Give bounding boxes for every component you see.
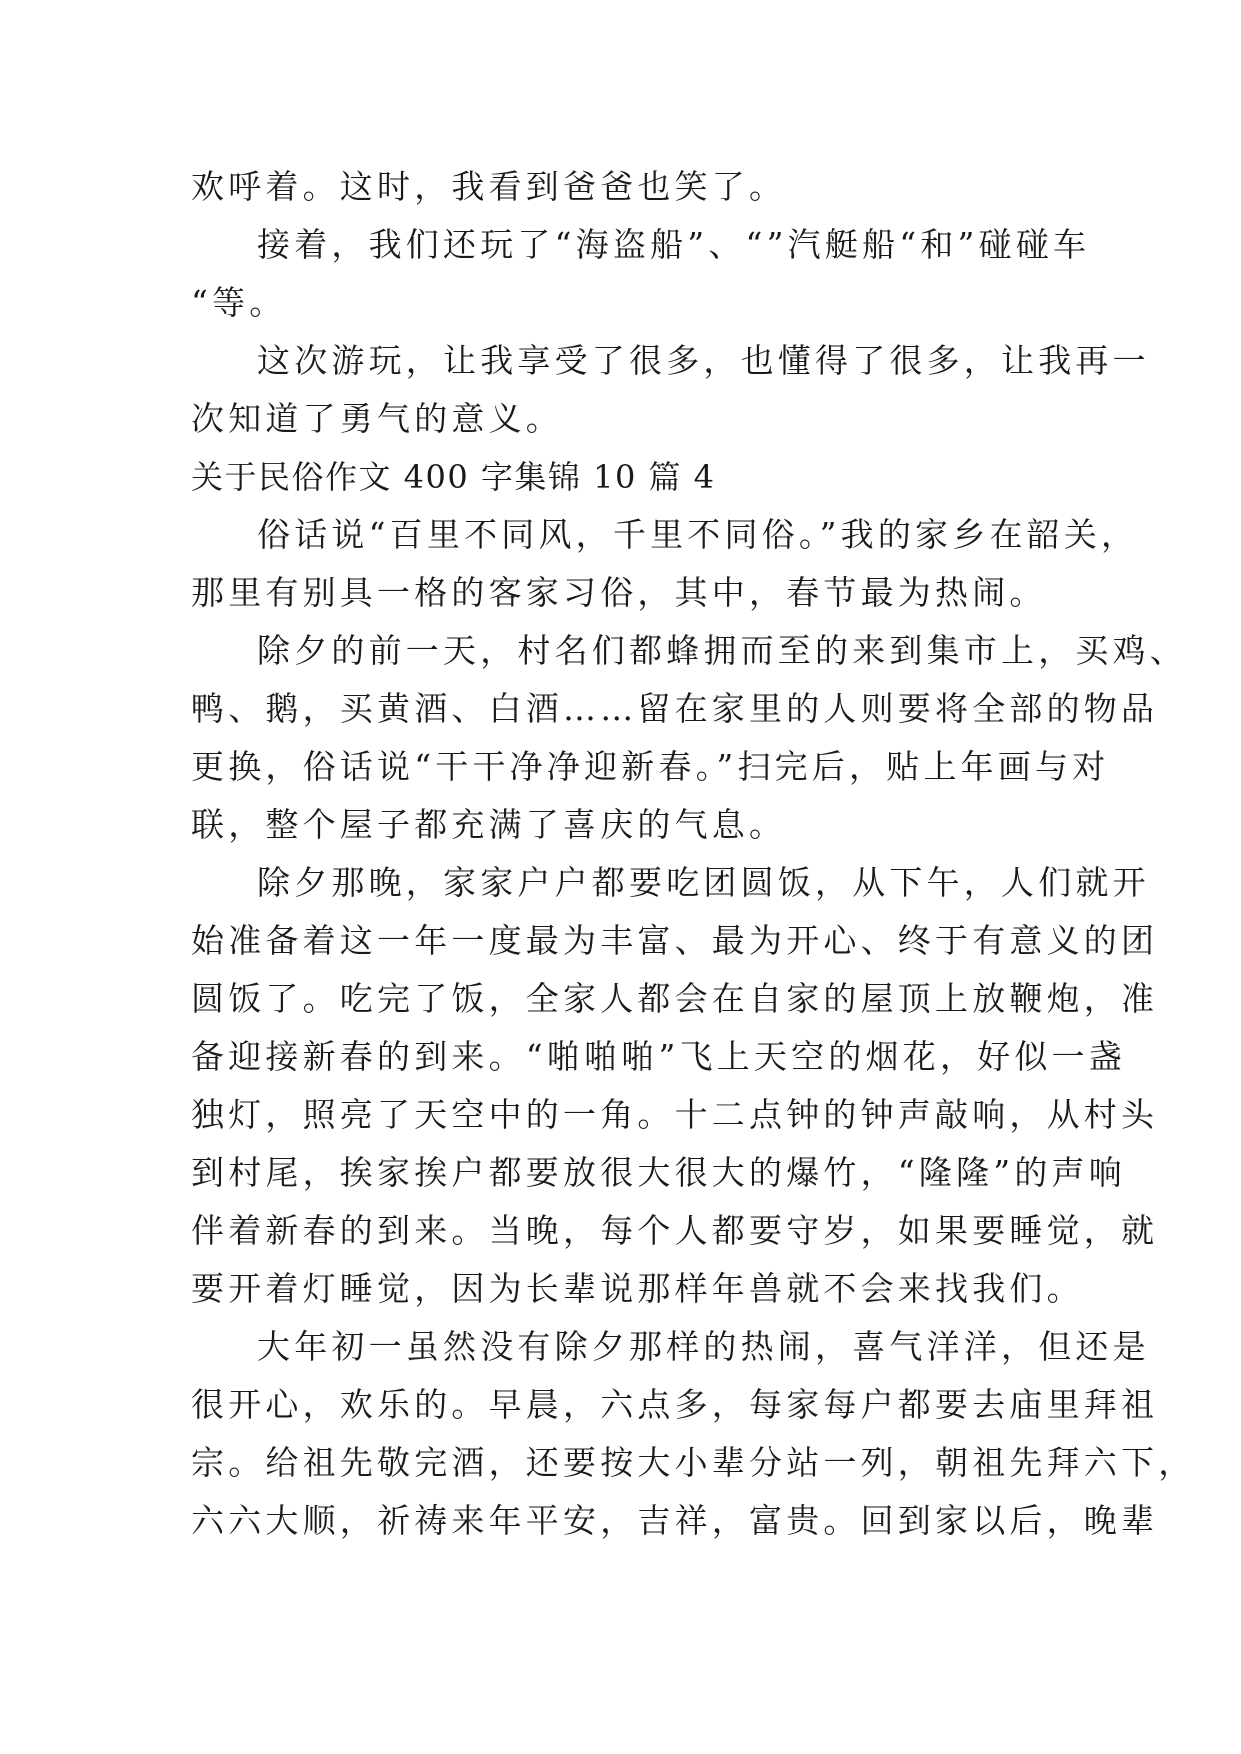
text-line: 六六大顺，祈祷来年平安，吉祥，富贵。回到家以后，晚辈 [191, 1501, 1159, 1540]
paragraph-start-line: 除夕那晚，家家户户都要吃团圆饭，从下午，人们就开 [257, 863, 1150, 902]
paragraph-start-line: 除夕的前一天，村名们都蜂拥而至的来到集市上，买鸡、 [257, 631, 1187, 670]
paragraph-start-line: 俗话说“百里不同风，千里不同俗。”我的家乡在韶关， [257, 515, 1139, 554]
section-title: 关于民俗作文 400 字集锦 10 篇 4 [191, 458, 716, 496]
text-line: 要开着灯睡觉，因为长辈说那样年兽就不会来找我们。 [191, 1269, 1084, 1308]
text-line: 始准备着这一年一度最为丰富、最为开心、终于有意义的团 [191, 921, 1159, 960]
text-line: 更换，俗话说“干干净净迎新春。”扫完后，贴上年画与对 [191, 747, 1110, 786]
paragraph-start-line: 接着，我们还玩了“海盗船”、“”汽艇船“和”碰碰车 [257, 225, 1091, 264]
text-line: 宗。给祖先敬完酒，还要按大小辈分站一列，朝祖先拜六下， [191, 1443, 1196, 1482]
text-line: 伴着新春的到来。当晚，每个人都要守岁，如果要睡觉，就 [191, 1211, 1159, 1250]
paragraph-start-line: 这次游玩，让我享受了很多，也懂得了很多，让我再一 [257, 341, 1150, 380]
text-line: 鸭、鹅，买黄酒、白酒……留在家里的人则要将全部的物品 [191, 689, 1159, 728]
text-line: 独灯，照亮了天空中的一角。十二点钟的钟声敲响，从村头 [191, 1095, 1159, 1134]
text-line: 那里有别具一格的客家习俗，其中，春节最为热闹。 [191, 573, 1047, 612]
text-line: 备迎接新春的到来。“啪啪啪”飞上天空的烟花，好似一盏 [191, 1037, 1126, 1076]
text-line: 圆饭了。吃完了饭，全家人都会在自家的屋顶上放鞭炮，准 [191, 979, 1159, 1018]
text-line: “等。 [191, 283, 287, 322]
text-line: 联，整个屋子都充满了喜庆的气息。 [191, 805, 787, 844]
text-line: 很开心，欢乐的。早晨，六点多，每家每户都要去庙里拜祖 [191, 1385, 1159, 1424]
text-line: 次知道了勇气的意义。 [191, 399, 563, 438]
text-line: 到村尾，挨家挨户都要放很大很大的爆竹，“隆隆”的声响 [191, 1153, 1126, 1192]
text-line: 欢呼着。这时，我看到爸爸也笑了。 [191, 167, 787, 206]
paragraph-start-line: 大年初一虽然没有除夕那样的热闹，喜气洋洋，但还是 [257, 1327, 1150, 1366]
